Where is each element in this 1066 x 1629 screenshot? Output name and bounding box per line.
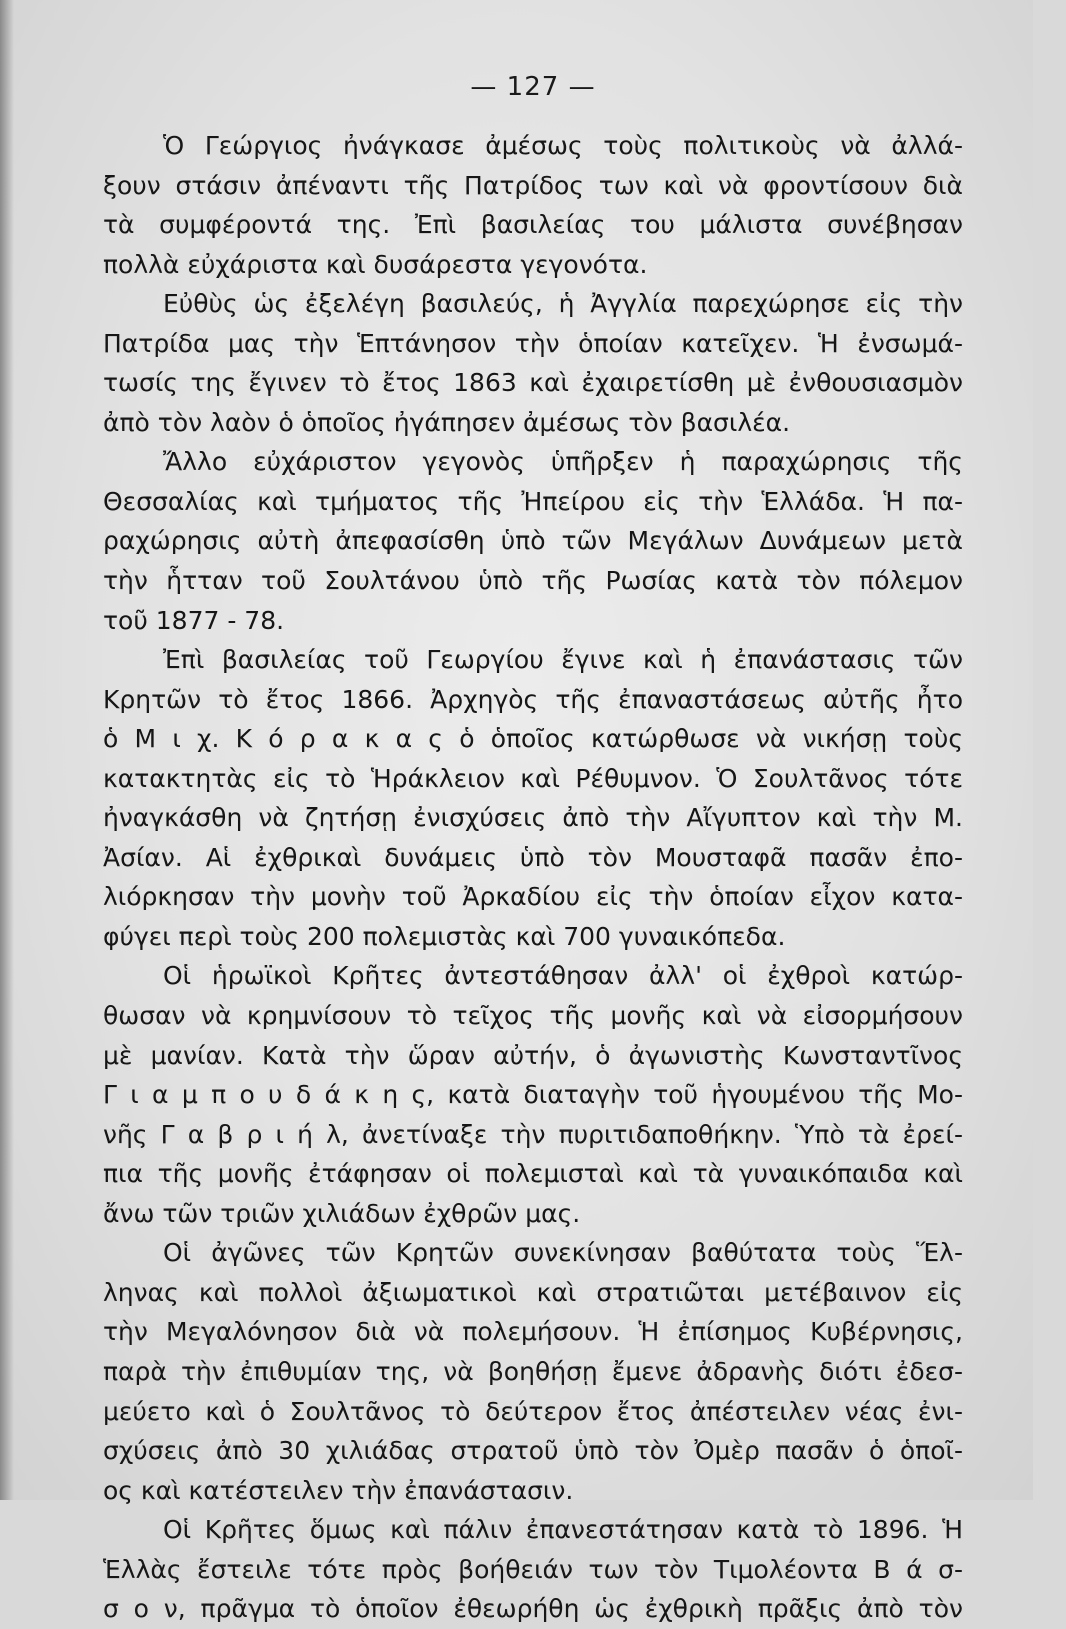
page-number: — 127 — — [470, 72, 596, 102]
text-line: μεύετο καὶ ὁ Σουλτᾶνος τὸ δεύτερον ἔτος ἀπέστειλεν νέας ἐνι- — [103, 1396, 963, 1426]
body-text — [103, 126, 963, 1629]
text-line: τὴν Μεγαλόνησον διὰ νὰ πολεμήσουν. Ἡ ἐπίσημος Κυβέρνησις, — [103, 1317, 963, 1347]
text-line: ος καὶ κατέστειλεν τὴν ἐπανάστασιν. — [103, 1475, 574, 1505]
text-line: Ἑλλὰς ἔστειλε τότε πρὸς βοήθειάν των τὸν Τιμολέοντα Β ά σ- — [103, 1554, 963, 1584]
paragraph-3 — [103, 442, 963, 640]
text-line: Ἐπὶ βασιλείας τοῦ Γεωργίου ἔγινε καὶ ἡ ἐπανάστασις τῶν — [163, 645, 963, 675]
text-line: ἄνω τῶν τριῶν χιλιάδων ἐχθρῶν μας. — [103, 1198, 581, 1228]
page-gutter-shadow — [0, 0, 14, 1500]
text-line: τὴν ἧτταν τοῦ Σουλτάνου ὑπὸ τῆς Ρωσίας κατὰ τὸν πόλεμον — [103, 566, 963, 596]
text-line: ὁ Μ ι χ. Κ ό ρ α κ α ς ὁ ὁποῖος κατώρθωσε νὰ νικήσῃ τοὺς — [103, 724, 963, 754]
text-line: ἠναγκάσθη νὰ ζητήσῃ ἐνισχύσεις ἀπὸ τὴν Αἴγυπτον καὶ τὴν Μ. — [103, 803, 963, 833]
text-line: θωσαν νὰ κρημνίσουν τὸ τεῖχος τῆς μονῆς καὶ νὰ εἰσορμήσουν — [103, 1001, 963, 1031]
text-line: Οἱ ἀγῶνες τῶν Κρητῶν συνεκίνησαν βαθύτατα τοὺς Ἕλ- — [163, 1238, 963, 1268]
paragraph-1 — [103, 126, 963, 284]
text-line: ραχώρησις αὐτὴ ἀπεφασίσθη ὑπὸ τῶν Μεγάλων Δυνάμεων μετὰ — [103, 526, 963, 556]
text-line: Οἱ ἡρωϊκοὶ Κρῆτες ἀντεστάθησαν ἀλλ' οἱ ἐχθροὶ κατώρ- — [163, 961, 963, 991]
text-line: Ἀσίαν. Αἱ ἐχθρικαὶ δυνάμεις ὑπὸ τὸν Μουσταφᾶ πασᾶν ἐπο- — [103, 842, 963, 872]
text-line: Θεσσαλίας καὶ τμήματος τῆς Ἠπείρου εἰς τὴν Ἑλλάδα. Ἡ πα- — [103, 486, 963, 516]
text-line: Ἄλλο εὐχάριστον γεγονὸς ὑπῆρξεν ἡ παραχώρησις τῆς — [163, 447, 963, 477]
text-line: ληνας καὶ πολλοὶ ἀξιωματικοὶ καὶ στρατιῶται μετέβαινον εἰς — [103, 1277, 963, 1307]
text-line: Οἱ Κρῆτες ὅμως καὶ πάλιν ἐπανεστάτησαν κατὰ τὸ 1896. Ἡ — [163, 1515, 963, 1545]
text-line: τωσίς της ἔγινεν τὸ ἔτος 1863 καὶ ἐχαιρετίσθη μὲ ἐνθουσιασμὸν — [103, 368, 963, 398]
text-line: Πατρίδα μας τὴν Ἑπτάνησον τὴν ὁποίαν κατεῖχεν. Ἡ ἐνσωμά- — [103, 328, 963, 358]
text-line: ἀπὸ τὸν λαὸν ὁ ὁποῖος ἠγάπησεν ἀμέσως τὸν βασιλέα. — [103, 407, 791, 437]
paragraph-6 — [103, 1233, 963, 1510]
paragraph-5 — [103, 956, 963, 1233]
text-line: σ ο ν, πρᾶγμα τὸ ὁποῖον ἐθεωρήθη ὡς ἐχθρικὴ πρᾶξις ἀπὸ τὸν — [103, 1594, 963, 1624]
text-line: Ὁ Γεώργιος ἠνάγκασε ἀμέσως τοὺς πολιτικοὺς νὰ ἀλλά- — [163, 131, 963, 160]
text-line: τοῦ 1877 - 78. — [103, 605, 285, 635]
text-line: μὲ μανίαν. Κατὰ τὴν ὥραν αὐτήν, ὁ ἀγωνιστὴς Κωνσταντῖνος — [103, 1040, 963, 1070]
text-line: παρὰ τὴν ἐπιθυμίαν της, νὰ βοηθήσῃ ἔμενε ἀδρανὴς διότι ἐδεσ- — [103, 1356, 963, 1386]
paragraph-4 — [103, 640, 963, 956]
text-line: φύγει περὶ τοὺς 200 πολεμιστὰς καὶ 700 γυναικόπεδα. — [103, 921, 786, 951]
text-line: νῆς Γ α β ρ ι ή λ, ἀνετίναξε τὴν πυριτιδαποθήκην. Ὑπὸ τὰ ἐρεί- — [103, 1119, 963, 1149]
text-line: πια τῆς μονῆς ἐτάφησαν οἱ πολεμισταὶ καὶ τὰ γυναικόπαιδα καὶ — [103, 1159, 963, 1189]
text-line: ξουν στάσιν ἀπέναντι τῆς Πατρίδος των καὶ νὰ φροντίσουν διὰ — [103, 170, 963, 200]
text-line: Εὐθὺς ὡς ἐξελέγη βασιλεύς, ἡ Ἀγγλία παρεχώρησε εἰς τὴν — [163, 289, 963, 319]
text-line: Κρητῶν τὸ ἔτος 1866. Ἀρχηγὸς τῆς ἐπαναστάσεως αὐτῆς ἦτο — [103, 684, 963, 714]
text-line: πολλὰ εὐχάριστα καὶ δυσάρεστα γεγονότα. — [103, 249, 648, 279]
text-line: σχύσεις ἀπὸ 30 χιλιάδας στρατοῦ ὑπὸ τὸν Ὀμὲρ πασᾶν ὁ ὁποῖ- — [103, 1436, 963, 1466]
text-line: κατακτητὰς εἰς τὸ Ἡράκλειον καὶ Ρέθυμνον. Ὁ Σουλτᾶνος τότε — [103, 763, 963, 793]
text-line: λιόρκησαν τὴν μονὴν τοῦ Ἀρκαδίου εἰς τὴν ὁποίαν εἶχον κατα- — [103, 882, 963, 912]
text-line: τὰ συμφέροντά της. Ἐπὶ βασιλείας του μάλιστα συνέβησαν — [103, 210, 963, 240]
text-line: Γ ι α μ π ο υ δ ά κ η ς, κατὰ διαταγὴν τοῦ ἡγουμένου τῆς Μο- — [103, 1080, 963, 1110]
paragraph-7 — [103, 1510, 963, 1629]
paragraph-2 — [103, 284, 963, 442]
